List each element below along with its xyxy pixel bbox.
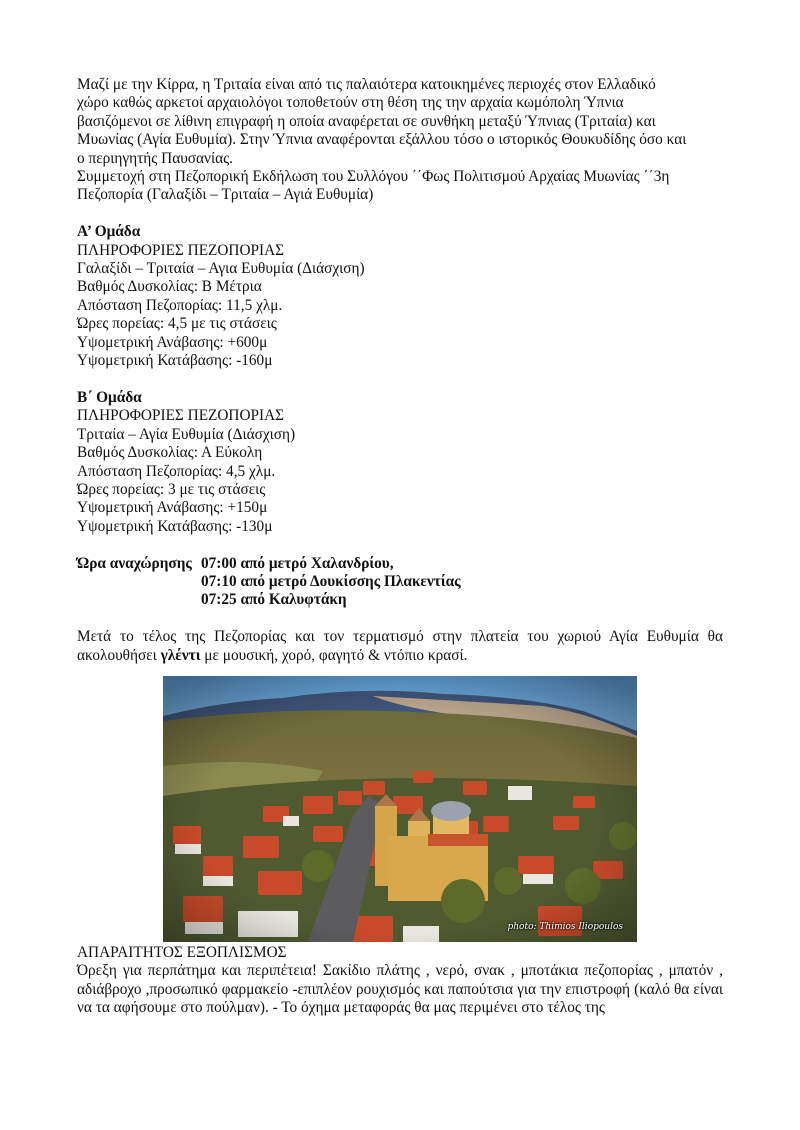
- group-title: Α’ Ομάδα: [77, 223, 141, 241]
- document-page: [77, 76, 723, 1018]
- descent: Υψομετρική Κατάβασης: -130μ: [77, 517, 273, 535]
- info-heading: ΠΛΗΡΟΦΟΡΙΕΣ ΠΕΖΟΠΟΡΙΑΣ: [77, 407, 285, 425]
- group-b: [77, 389, 723, 536]
- village-photo: [163, 676, 637, 942]
- party-highlight: γλέντι: [160, 646, 201, 664]
- descent: Υψομετρική Κατάβασης: -160μ: [77, 352, 273, 370]
- intro-section: [77, 76, 723, 205]
- hours: Ώρες πορείας: 4,5 με τις στάσεις: [77, 315, 277, 333]
- difficulty: Βαθμός Δυσκολίας: Α Εύκολη: [77, 444, 263, 462]
- group-title: Β΄ Ομάδα: [77, 388, 142, 406]
- ascent: Υψομετρική Ανάβασης: +150μ: [77, 499, 268, 517]
- event-participation-line: Συμμετοχή στη Πεζοπορική Εκδήλωση του Συλλόγου ΄΄Φως Πολιτισμού Αρχαίας Μυωνίας ΄΄3η: [77, 168, 670, 186]
- distance: Απόσταση Πεζοπορίας: 11,5 χλμ.: [77, 296, 283, 314]
- group-a: [77, 223, 723, 370]
- departure-time: 07:00 από μετρό Χαλανδρίου,: [201, 554, 394, 572]
- distance: Απόσταση Πεζοπορίας: 4,5 χλμ.: [77, 462, 276, 480]
- departure-times: [77, 555, 723, 610]
- village-aerial-image: [163, 676, 637, 942]
- route: Τριταία – Αγία Ευθυμία (Διάσχιση): [77, 425, 296, 443]
- difficulty: Βαθμός Δυσκολίας: Β Μέτρια: [77, 278, 262, 296]
- departure-time: 07:10 από μετρό Δουκίσσης Πλακεντίας: [201, 572, 461, 590]
- intro-line: Μαζί με την Κίρρα, η Τριταία είναι από τις παλαιότερα κατοικημένες περιοχές στον Ελλαδικό: [77, 76, 656, 93]
- intro-line: χώρο καθώς αρκετοί αρχαιολόγοι τοποθετούν στη θέση της την αρχαία κωμόπολη Ύπνια: [77, 94, 624, 112]
- after-hike-text-end: με μουσική, χορό, φαγητό & ντόπιο κρασί.: [200, 646, 468, 664]
- info-heading: ΠΛΗΡΟΦΟΡΙΕΣ ΠΕΖΟΠΟΡΙΑΣ: [77, 241, 285, 259]
- photo-credit: photo: Thimios Iliopoulos: [507, 921, 623, 932]
- intro-line: Μυωνίας (Αγία Ευθυμία). Στην Ύπνια αναφέρονται εξάλλου τόσο ο ιστορικός Θουκυδίδης όσο και: [77, 131, 687, 149]
- intro-line: βασιζόμενοι σε λίθινη επιγραφή η οποία αναφέρεται σε συνθήκη μεταξύ Ύπνιας (Τριταία) και: [77, 112, 656, 130]
- intro-line: ο περιηγητής Παυσανίας.: [77, 149, 233, 167]
- after-hike-paragraph: [77, 628, 723, 665]
- departure-time: 07:25 από Καλυφτάκη: [201, 591, 347, 609]
- equipment-title: ΑΠΑΡΑΙΤΗΤΟΣ ΕΞΟΠΛΙΣΜΟΣ: [77, 943, 287, 961]
- route: Γαλαξίδι – Τριταία – Αγια Ευθυμία (Διάσχιση): [77, 260, 365, 278]
- equipment-text: Όρεξη για περπάτημα και περιπέτεια! Σακίδιο πλάτης , νερό, σνακ , μποτάκια πεζοπορίας , μπατόν , αδιάβροχο ,προσωπικό φαρμακείο -επιπλέον ρουχισμός και παπούτσια για την επιστροφή (καλό θα είναι να τα αφήσουμε στο πούλμαν). - Το όχημα μεταφοράς θα μας περιμένει στο τέλος της: [77, 962, 723, 1017]
- hours: Ώρες πορείας: 3 με τις στάσεις: [77, 480, 266, 498]
- event-route-line: Πεζοπορία (Γαλαξίδι – Τριταία – Αγιά Ευθυμία): [77, 186, 374, 204]
- departure-label: Ώρα αναχώρησης: [77, 554, 192, 572]
- after-hike-text: Μετά το τέλος της Πεζοπορίας και τον τερματισμό στην πλατεία του χωριού Αγία Ευθυμία θα ακολουθήσει: [77, 628, 723, 664]
- ascent: Υψομετρική Ανάβασης: +600μ: [77, 333, 268, 351]
